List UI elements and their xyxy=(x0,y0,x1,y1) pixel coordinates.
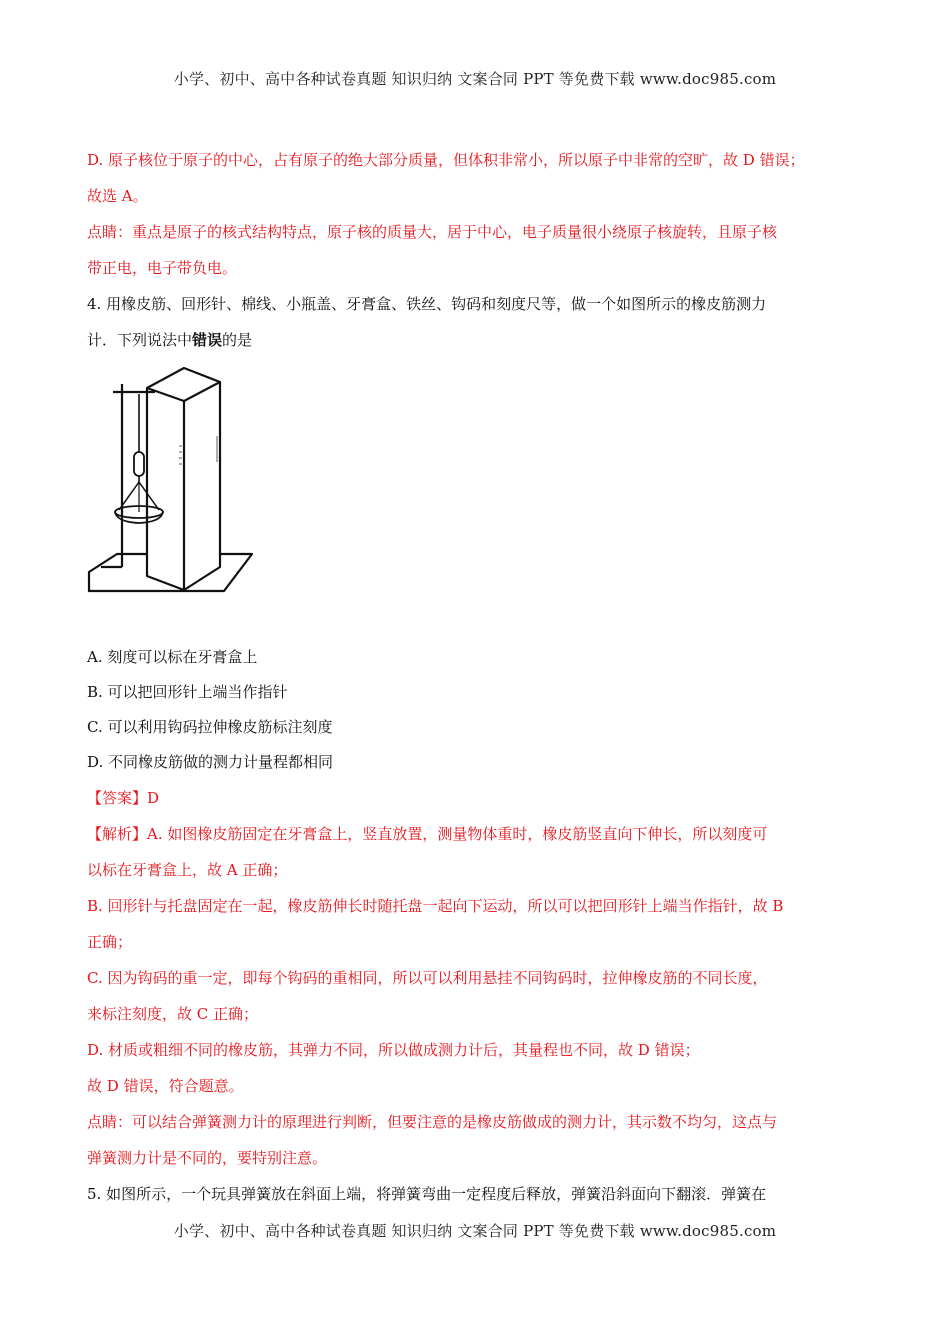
q4-stem-emphasis: 错误 xyxy=(192,331,223,349)
rubber-band-dynamometer-figure xyxy=(87,362,877,604)
q4-analysis-line-7: D. 材质或粗细不同的橡皮筋，其弹力不同，所以做成测力计后，其量程也不同，故 D 错误； xyxy=(87,1041,700,1059)
q4-analysis-line-3: B. 回形针与托盘固定在一起，橡皮筋伸长时随托盘一起向下运动，所以可以把回形针上端当作指针，故 B xyxy=(87,897,784,915)
page-header: 小学、初中、高中各种试卷真题 知识归纳 文案合同 PPT 等免费下载 www.doc985.com xyxy=(173,70,777,88)
answer-value: D xyxy=(147,789,160,807)
q4-tip-line-2: 弹簧测力计是不同的，要特别注意。 xyxy=(87,1149,328,1167)
q4-answer xyxy=(87,780,877,816)
analysis-text-1: A. 如图橡皮筋固定在牙膏盒上，竖直放置，测量物体重时，橡皮筋竖直向下伸长，所以刻度可 xyxy=(147,825,768,843)
q4-option-a: A. 刻度可以标在牙膏盒上 xyxy=(87,648,258,666)
q4-analysis-line-6: 来标注刻度，故 C 正确； xyxy=(87,1005,259,1023)
q4-stem-part-a: 计．下列说法中 xyxy=(87,331,193,349)
q4-tip-line-1: 点睛：可以结合弹簧测力计的原理进行判断，但要注意的是橡皮筋做成的测力计，其示数不均匀，这点与 xyxy=(87,1113,778,1131)
q4-option-c: C. 可以利用钩码拉伸橡皮筋标注刻度 xyxy=(87,718,333,736)
q4-stem-part-c: 的是 xyxy=(222,331,253,349)
dynamometer-drawing xyxy=(87,362,257,602)
q4-analysis-line-1 xyxy=(87,816,877,852)
analysis-tag: 【解析】 xyxy=(87,825,148,843)
document-body xyxy=(87,142,877,1212)
q4-stem-line-2 xyxy=(87,322,877,358)
paper-clip xyxy=(134,452,144,476)
prev-tip-line-2: 带正电，电子带负电。 xyxy=(87,259,238,277)
answer-tag: 【答案】 xyxy=(87,789,148,807)
q4-conclusion: 故 D 错误，符合题意。 xyxy=(87,1077,244,1095)
prev-option-d-analysis: D. 原子核位于原子的中心，占有原子的绝大部分质量，但体积非常小，所以原子中非常的空旷，故 D 错误； xyxy=(87,151,805,169)
page-footer: 小学、初中、高中各种试卷真题 知识归纳 文案合同 PPT 等免费下载 www.doc985.com xyxy=(173,1222,777,1240)
q4-options xyxy=(87,640,877,780)
q4-analysis-line-5: C. 因为钩码的重一定，即每个钩码的重相同，所以可以利用悬挂不同钩码时，拉伸橡皮筋的不同长度， xyxy=(87,969,768,987)
q4-analysis-line-4: 正确； xyxy=(87,933,133,951)
q4-analysis-line-2: 以标在牙膏盒上，故 A 正确； xyxy=(87,861,288,879)
prev-tip-line-1: 点睛：重点是原子的核式结构特点，原子核的质量大，居于中心，电子质量很小绕原子核旋转，且原子核 xyxy=(87,223,778,241)
q4-option-b: B. 可以把回形针上端当作指针 xyxy=(87,683,288,701)
prev-choose: 故选 A。 xyxy=(87,187,148,205)
q4-option-d: D. 不同橡皮筋做的测力计量程都相同 xyxy=(87,753,334,771)
q4-stem-line-1: 4. 用橡皮筋、回形针、棉线、小瓶盖、牙膏盒、铁丝、钩码和刻度尺等，做一个如图所示的橡皮筋测力 xyxy=(87,295,767,313)
q5-stem-line-1: 5. 如图所示，一个玩具弹簧放在斜面上端，将弹簧弯曲一定程度后释放，弹簧沿斜面向下翻滚．弹簧在 xyxy=(87,1185,767,1203)
